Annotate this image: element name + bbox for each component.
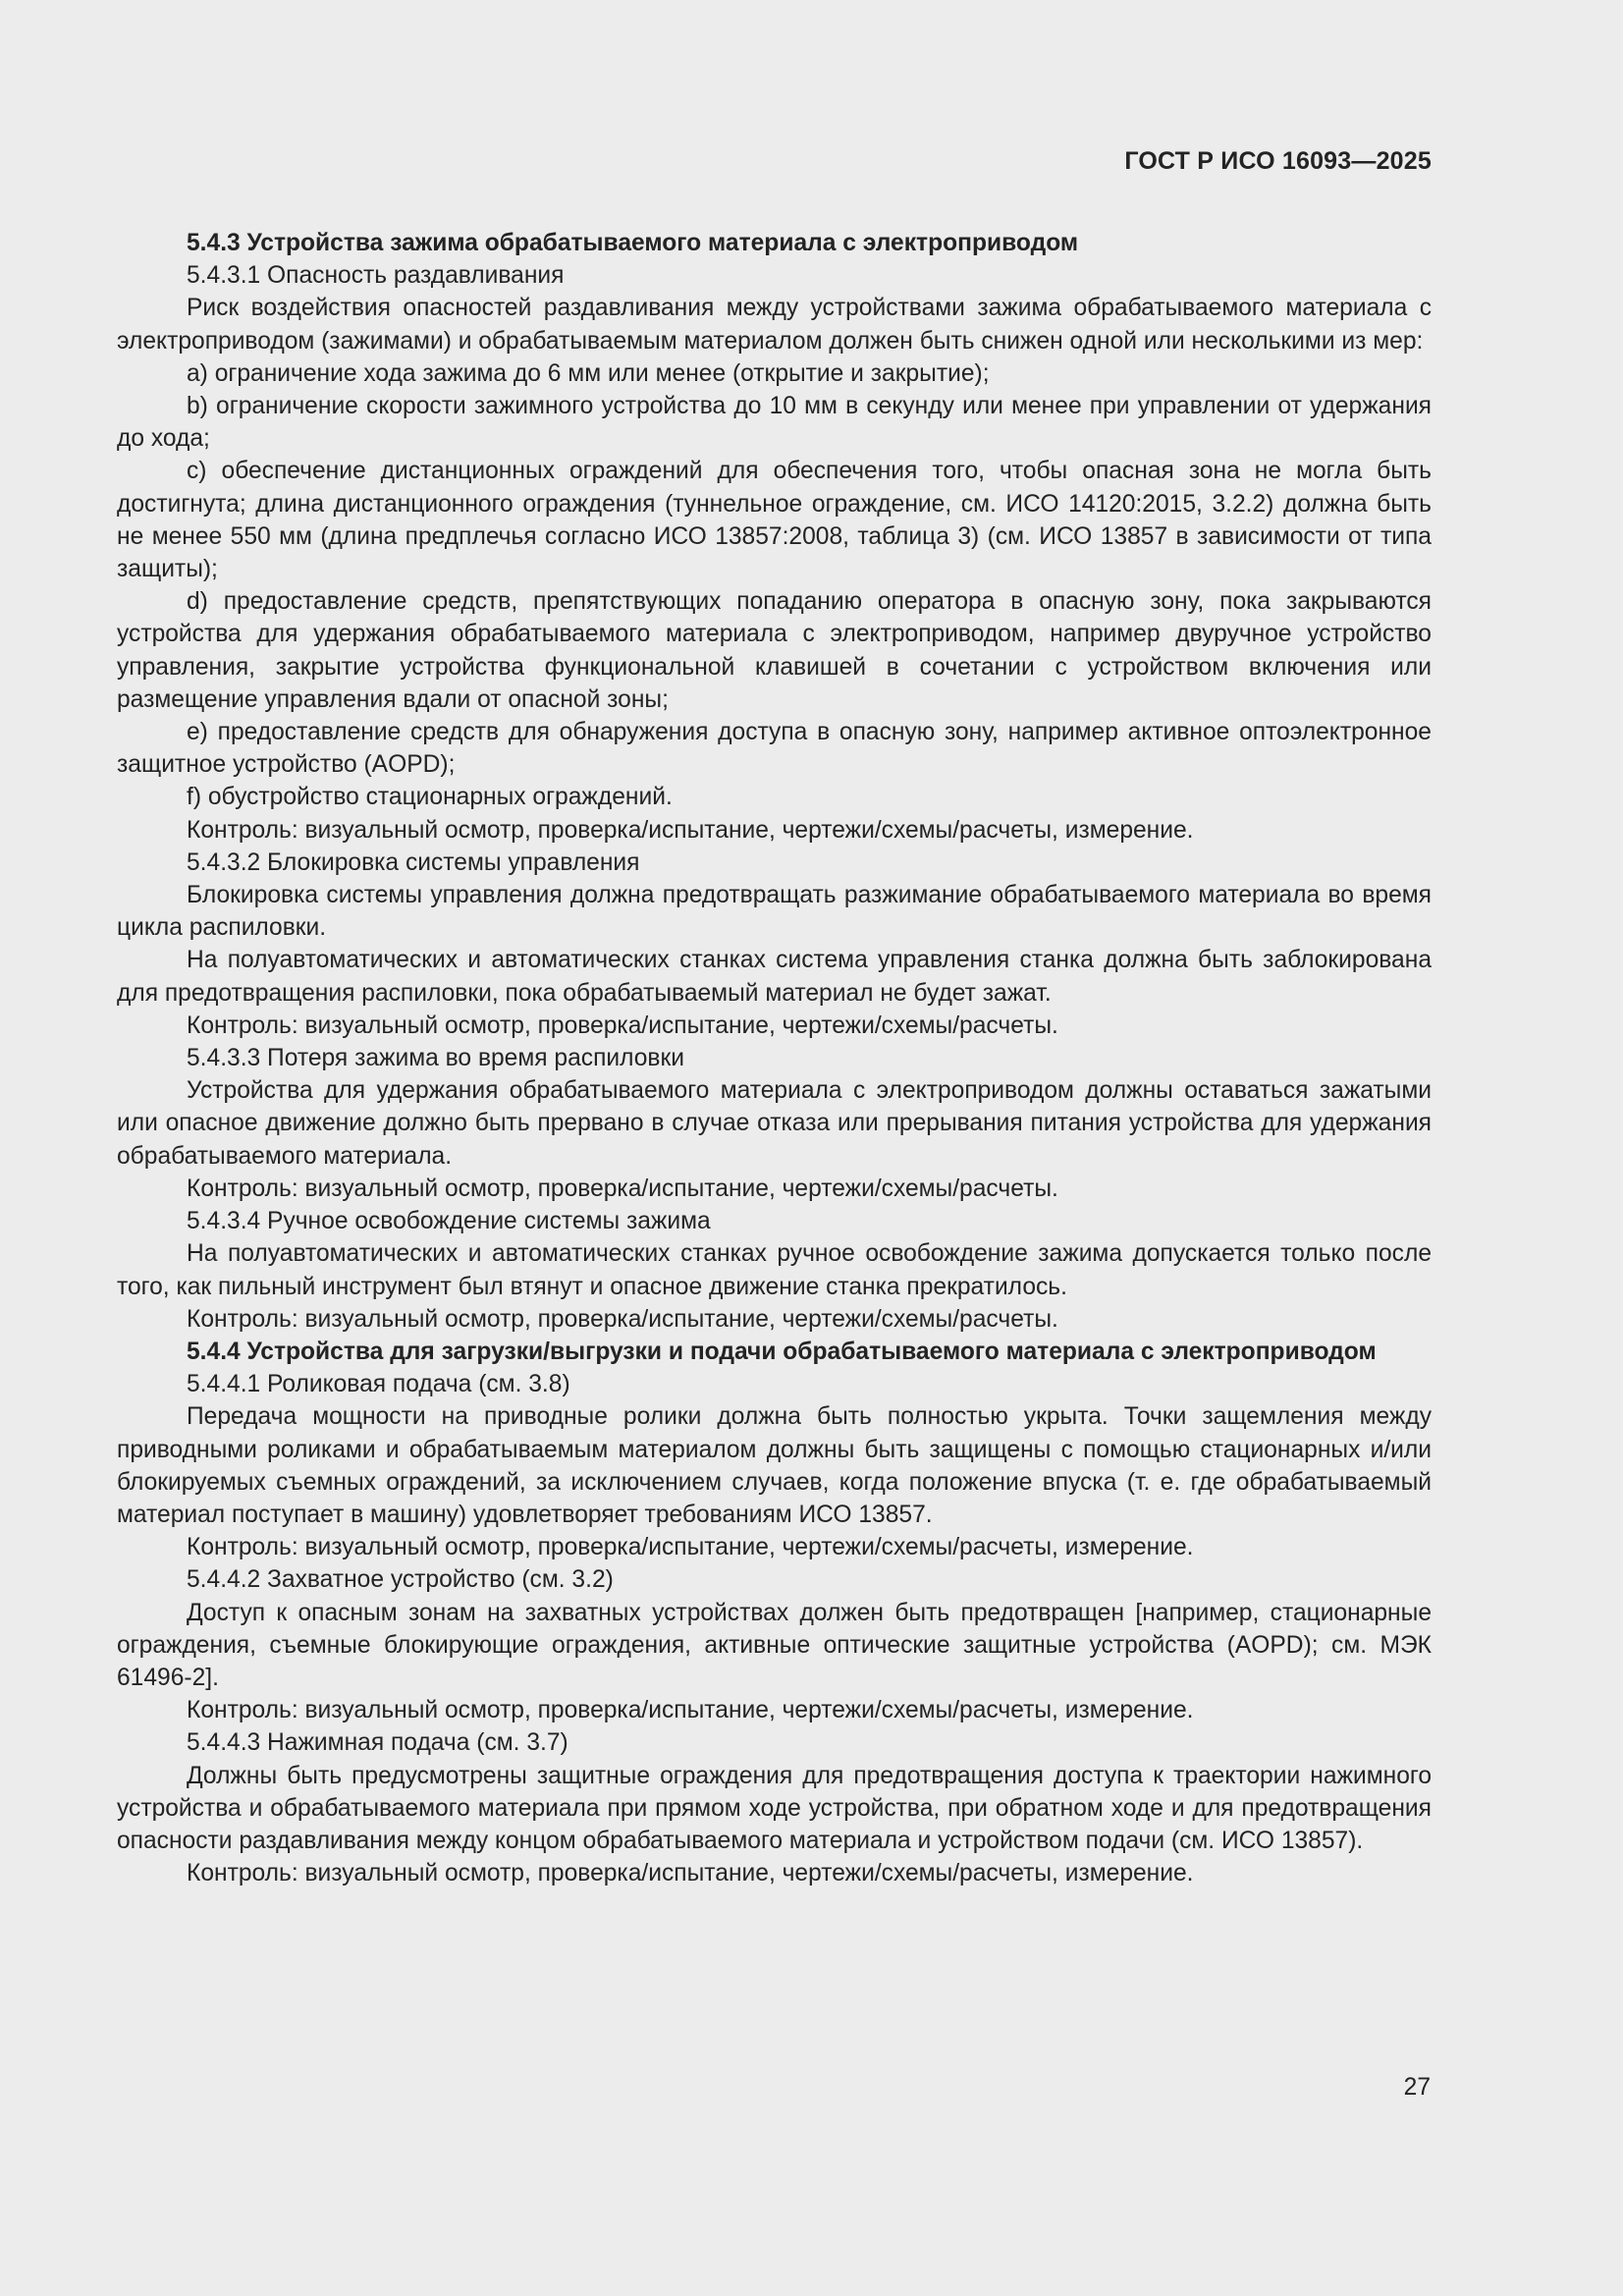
control-note: Контроль: визуальный осмотр, проверка/испытание, чертежи/схемы/расчеты. <box>187 1011 1058 1039</box>
paragraph: Передача мощности на приводные ролики должна быть полностью укрыта. Точки защемления между приводными роликами и обрабатываемым материалом должны быть защищены с помощью стационарных и/или блокируемых съемных ограждений, за исключением случаев, когда положение впуска (т. е. где обрабатываемый материал поступает в машину) удовлетворяет требованиям ИСО 13857. <box>117 1403 1432 1528</box>
list-item-b: b) ограничение скорости зажимного устройства до 10 мм в секунду или менее при управлении от удержания до хода; <box>117 393 1432 453</box>
section-heading-5-4-4: 5.4.4 Устройства для загрузки/выгрузки и подачи обрабатываемого материала с электроприводом <box>187 1338 1377 1365</box>
control-note: Контроль: визуальный осмотр, проверка/испытание, чертежи/схемы/расчеты. <box>187 1305 1058 1333</box>
list-item-a: a) ограничение хода зажима до 6 мм или менее (открытие и закрытие); <box>187 359 990 387</box>
control-note: Контроль: визуальный осмотр, проверка/испытание, чертежи/схемы/расчеты, измерение. <box>187 1697 1194 1724</box>
page-number: 27 <box>1403 2074 1431 2101</box>
subsection-heading-5-4-4-3: 5.4.4.3 Нажимная подача (см. 3.7) <box>187 1729 568 1757</box>
list-item-c: c) обеспечение дистанционных ограждений для обеспечения того, чтобы опасная зона не могла быть достигнута; длина дистанционного ограждения (туннельное ограждение, см. ИСО 14120:2015, 3.2.2) должна быть не менее 550 мм (длина предплечья согласно ИСО 13857:2008, таблица 3) (см. ИСО 13857 в зависимости от типа защиты); <box>117 458 1432 583</box>
paragraph: На полуавтоматических и автоматических станках ручное освобождение зажима допускается только после того, как пильный инструмент был втянут и опасное движение станка прекратилось. <box>117 1240 1432 1300</box>
paragraph: Риск воздействия опасностей раздавливания между устройствами зажима обрабатываемого материала с электроприводом (зажимами) и обрабатываемым материалом должен быть снижен одной или несколькими из мер: <box>117 295 1432 355</box>
control-note: Контроль: визуальный осмотр, проверка/испытание, чертежи/схемы/расчеты, измерение. <box>187 1860 1194 1887</box>
paragraph: На полуавтоматических и автоматических станках система управления станка должна быть заблокирована для предотвращения распиловки, пока обрабатываемый материал не будет зажат. <box>117 947 1432 1007</box>
list-item-d: d) предоставление средств, препятствующих попаданию оператора в опасную зону, пока закрываются устройства для удержания обрабатываемого материала с электроприводом, например двуручное устройство управления, закрытие устройства функциональной клавишей в сочетании с устройством включения или размещение управления вдали от опасной зоны; <box>117 588 1432 713</box>
control-note: Контроль: визуальный осмотр, проверка/испытание, чертежи/схемы/расчеты, измерение. <box>187 816 1194 844</box>
paragraph: Устройства для удержания обрабатываемого материала с электроприводом должны оставаться зажатыми или опасное движение должно быть прервано в случае отказа или прерывания питания устройства для удержания обрабатываемого материала. <box>117 1077 1432 1170</box>
paragraph: Доступ к опасным зонам на захватных устройствах должен быть предотвращен [например, стационарные ограждения, съемные блокирующие ограждения, активные оптические защитные устройства (AOPD); см. МЭК 61496-2]. <box>117 1599 1432 1691</box>
paragraph: Должны быть предусмотрены защитные ограждения для предотвращения доступа к траектории нажимного устройства и обрабатываемого материала при прямом ходе устройства, при обратном ходе и для предотвращения опасности раздавливания между концом обрабатываемого материала и устройством подачи (см. ИСО 13857). <box>117 1762 1432 1854</box>
list-item-e: e) предоставление средств для обнаружения доступа в опасную зону, например активное оптоэлектронное защитное устройство (AOPD); <box>117 719 1432 779</box>
subsection-heading-5-4-4-1: 5.4.4.1 Роликовая подача (см. 3.8) <box>187 1371 570 1398</box>
document-body <box>117 227 1432 1889</box>
control-note: Контроль: визуальный осмотр, проверка/испытание, чертежи/схемы/расчеты. <box>187 1175 1058 1202</box>
subsection-heading-5-4-3-2: 5.4.3.2 Блокировка системы управления <box>187 848 640 876</box>
subsection-heading-5-4-3-4: 5.4.3.4 Ручное освобождение системы зажима <box>187 1208 711 1235</box>
list-item-f: f) обустройство стационарных ограждений. <box>187 784 673 811</box>
subsection-heading-5-4-3-1: 5.4.3.1 Опасность раздавливания <box>187 262 565 290</box>
control-note: Контроль: визуальный осмотр, проверка/испытание, чертежи/схемы/расчеты, измерение. <box>187 1534 1194 1561</box>
paragraph: Блокировка системы управления должна предотвращать разжимание обрабатываемого материала во время цикла распиловки. <box>117 882 1432 942</box>
subsection-heading-5-4-4-2: 5.4.4.2 Захватное устройство (см. 3.2) <box>187 1566 614 1594</box>
section-heading-5-4-3: 5.4.3 Устройства зажима обрабатываемого материала с электроприводом <box>187 230 1079 256</box>
subsection-heading-5-4-3-3: 5.4.3.3 Потеря зажима во время распиловки <box>187 1045 684 1072</box>
standard-code-header: ГОСТ Р ИСО 16093—2025 <box>1124 147 1432 175</box>
